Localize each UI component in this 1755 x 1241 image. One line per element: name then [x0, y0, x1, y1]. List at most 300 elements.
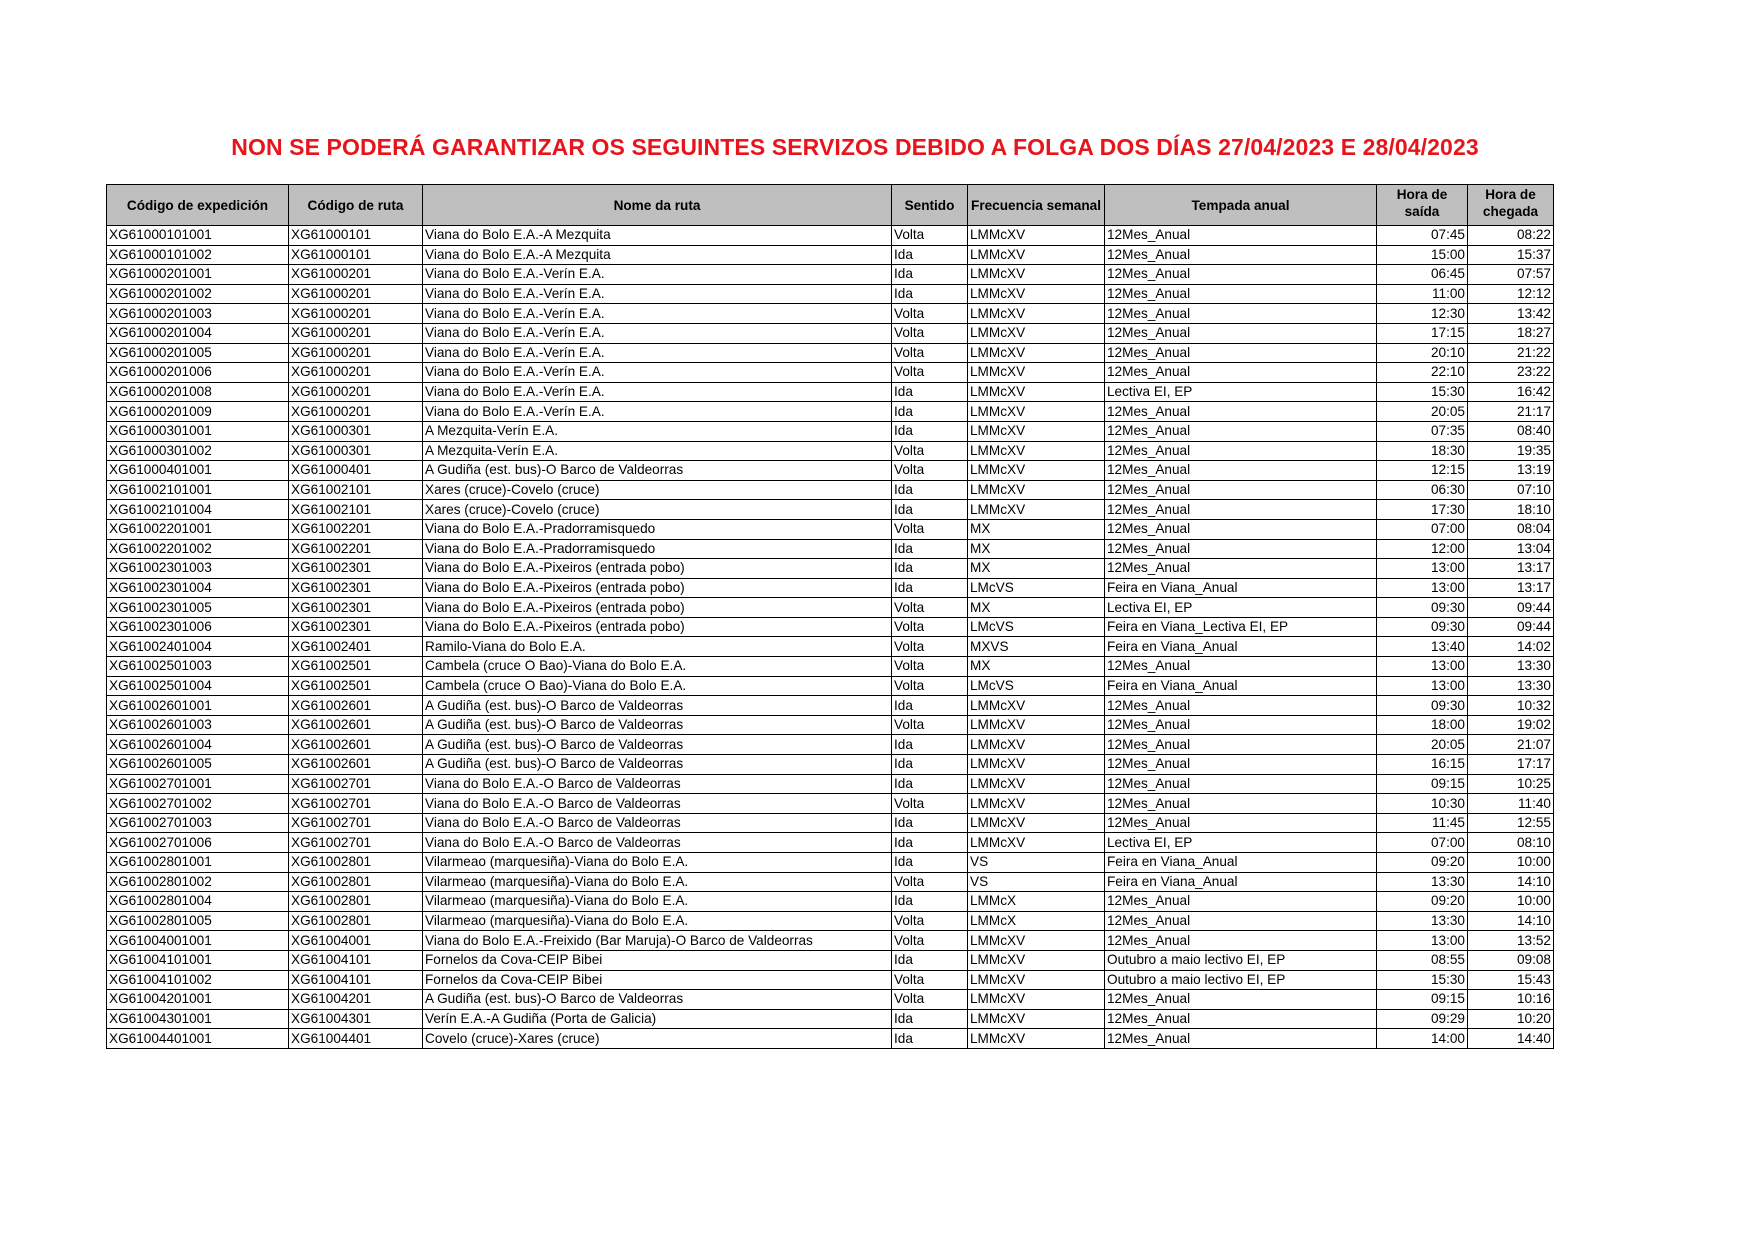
cell-nome-ruta: A Gudiña (est. bus)-O Barco de Valdeorras	[423, 755, 892, 775]
cell-nome-ruta: Viana do Bolo E.A.-A Mezquita	[423, 245, 892, 265]
cell-tempada: 12Mes_Anual	[1105, 304, 1377, 324]
cell-frecuencia: LMMcXV	[968, 755, 1105, 775]
cell-hora-chegada: 08:40	[1468, 421, 1554, 441]
cell-codigo-ruta: XG61002801	[289, 892, 423, 912]
cell-codigo-ruta: XG61002101	[289, 500, 423, 520]
cell-hora-saida: 22:10	[1377, 363, 1468, 383]
cell-tempada: Feira en Viana_Anual	[1105, 853, 1377, 873]
cell-codigo-ruta: XG61002701	[289, 774, 423, 794]
cell-codigo-expedicion: XG61000101001	[107, 226, 289, 246]
cell-hora-chegada: 19:02	[1468, 715, 1554, 735]
header-hora-saida	[1377, 185, 1468, 226]
cell-hora-saida: 07:45	[1377, 226, 1468, 246]
cell-hora-chegada: 21:07	[1468, 735, 1554, 755]
cell-codigo-expedicion: XG61002301006	[107, 617, 289, 637]
cell-codigo-expedicion: XG61000301001	[107, 421, 289, 441]
cell-nome-ruta: A Gudiña (est. bus)-O Barco de Valdeorras	[423, 715, 892, 735]
table-row	[107, 813, 1554, 833]
cell-hora-saida: 09:15	[1377, 774, 1468, 794]
cell-hora-chegada: 10:00	[1468, 853, 1554, 873]
table-row	[107, 931, 1554, 951]
cell-codigo-ruta: XG61000301	[289, 441, 423, 461]
cell-hora-saida: 13:00	[1377, 559, 1468, 579]
cell-hora-chegada: 18:10	[1468, 500, 1554, 520]
cell-hora-chegada: 13:42	[1468, 304, 1554, 324]
cell-sentido: Ida	[892, 284, 968, 304]
cell-sentido: Ida	[892, 265, 968, 285]
cell-sentido: Ida	[892, 559, 968, 579]
cell-hora-chegada: 16:42	[1468, 382, 1554, 402]
cell-frecuencia: LMMcXV	[968, 421, 1105, 441]
cell-tempada: Lectiva EI, EP	[1105, 598, 1377, 618]
cell-frecuencia: LMMcXV	[968, 715, 1105, 735]
cell-tempada: 12Mes_Anual	[1105, 421, 1377, 441]
cell-tempada: 12Mes_Anual	[1105, 284, 1377, 304]
cell-frecuencia: LMMcXV	[968, 833, 1105, 853]
cell-sentido: Volta	[892, 657, 968, 677]
table-row	[107, 696, 1554, 716]
cell-frecuencia: LMMcXV	[968, 245, 1105, 265]
cell-hora-chegada: 19:35	[1468, 441, 1554, 461]
cell-nome-ruta: Vilarmeao (marquesiña)-Viana do Bolo E.A.	[423, 911, 892, 931]
cell-codigo-expedicion: XG61000201009	[107, 402, 289, 422]
cell-codigo-ruta: XG61000101	[289, 245, 423, 265]
cell-tempada: 12Mes_Anual	[1105, 755, 1377, 775]
cell-hora-chegada: 15:37	[1468, 245, 1554, 265]
cell-tempada: 12Mes_Anual	[1105, 245, 1377, 265]
cell-codigo-ruta: XG61002801	[289, 872, 423, 892]
services-table	[106, 184, 1554, 1049]
cell-tempada: Outubro a maio lectivo EI, EP	[1105, 970, 1377, 990]
cell-tempada: 12Mes_Anual	[1105, 813, 1377, 833]
cell-frecuencia: LMcVS	[968, 578, 1105, 598]
cell-nome-ruta: Viana do Bolo E.A.-Pradorramisquedo	[423, 539, 892, 559]
cell-codigo-expedicion: XG61002801004	[107, 892, 289, 912]
cell-nome-ruta: A Gudiña (est. bus)-O Barco de Valdeorras	[423, 461, 892, 481]
cell-sentido: Volta	[892, 911, 968, 931]
cell-sentido: Ida	[892, 892, 968, 912]
cell-hora-chegada: 14:40	[1468, 1029, 1554, 1049]
cell-sentido: Ida	[892, 480, 968, 500]
cell-hora-chegada: 08:04	[1468, 519, 1554, 539]
table-row	[107, 421, 1554, 441]
cell-sentido: Ida	[892, 1029, 968, 1049]
table-row	[107, 402, 1554, 422]
cell-frecuencia: MX	[968, 519, 1105, 539]
cell-hora-saida: 20:10	[1377, 343, 1468, 363]
header-sentido: Sentido	[892, 185, 968, 226]
cell-codigo-expedicion: XG61000201005	[107, 343, 289, 363]
cell-codigo-ruta: XG61000401	[289, 461, 423, 481]
cell-codigo-expedicion: XG61000401001	[107, 461, 289, 481]
cell-nome-ruta: Viana do Bolo E.A.-Verín E.A.	[423, 323, 892, 343]
cell-nome-ruta: Viana do Bolo E.A.-O Barco de Valdeorras	[423, 813, 892, 833]
cell-codigo-ruta: XG61002201	[289, 539, 423, 559]
cell-tempada: 12Mes_Anual	[1105, 911, 1377, 931]
cell-tempada: 12Mes_Anual	[1105, 539, 1377, 559]
cell-codigo-ruta: XG61000201	[289, 363, 423, 383]
cell-codigo-expedicion: XG61000301002	[107, 441, 289, 461]
table-row	[107, 578, 1554, 598]
cell-hora-chegada: 13:17	[1468, 559, 1554, 579]
cell-hora-saida: 17:30	[1377, 500, 1468, 520]
cell-nome-ruta: A Gudiña (est. bus)-O Barco de Valdeorras	[423, 990, 892, 1010]
cell-frecuencia: LMMcXV	[968, 441, 1105, 461]
cell-codigo-ruta: XG61002501	[289, 676, 423, 696]
cell-hora-saida: 20:05	[1377, 735, 1468, 755]
cell-tempada: Lectiva EI, EP	[1105, 382, 1377, 402]
cell-sentido: Ida	[892, 950, 968, 970]
cell-sentido: Ida	[892, 774, 968, 794]
cell-frecuencia: LMMcXV	[968, 284, 1105, 304]
cell-hora-saida: 07:35	[1377, 421, 1468, 441]
cell-sentido: Volta	[892, 461, 968, 481]
cell-frecuencia: LMcVS	[968, 676, 1105, 696]
cell-codigo-expedicion: XG61002601005	[107, 755, 289, 775]
table-row	[107, 774, 1554, 794]
cell-nome-ruta: Xares (cruce)-Covelo (cruce)	[423, 480, 892, 500]
cell-nome-ruta: Viana do Bolo E.A.-Pixeiros (entrada pobo)	[423, 559, 892, 579]
cell-hora-saida: 20:05	[1377, 402, 1468, 422]
cell-sentido: Volta	[892, 304, 968, 324]
table-row	[107, 715, 1554, 735]
cell-codigo-expedicion: XG61002801001	[107, 853, 289, 873]
cell-hora-chegada: 12:12	[1468, 284, 1554, 304]
cell-codigo-ruta: XG61000201	[289, 382, 423, 402]
cell-codigo-ruta: XG61002801	[289, 853, 423, 873]
cell-hora-chegada: 11:40	[1468, 794, 1554, 814]
cell-codigo-expedicion: XG61004001001	[107, 931, 289, 951]
cell-hora-chegada: 17:17	[1468, 755, 1554, 775]
cell-tempada: 12Mes_Anual	[1105, 441, 1377, 461]
cell-codigo-expedicion: XG61002101001	[107, 480, 289, 500]
cell-codigo-ruta: XG61002601	[289, 696, 423, 716]
cell-frecuencia: LMMcXV	[968, 382, 1105, 402]
cell-codigo-ruta: XG61000101	[289, 226, 423, 246]
cell-nome-ruta: Xares (cruce)-Covelo (cruce)	[423, 500, 892, 520]
cell-sentido: Volta	[892, 441, 968, 461]
cell-hora-saida: 09:20	[1377, 853, 1468, 873]
table-body	[107, 226, 1554, 1049]
cell-tempada: 12Mes_Anual	[1105, 931, 1377, 951]
cell-sentido: Ida	[892, 833, 968, 853]
cell-codigo-ruta: XG61002301	[289, 578, 423, 598]
cell-codigo-expedicion: XG61002701006	[107, 833, 289, 853]
cell-sentido: Volta	[892, 519, 968, 539]
cell-sentido: Volta	[892, 617, 968, 637]
cell-tempada: 12Mes_Anual	[1105, 519, 1377, 539]
table-row	[107, 265, 1554, 285]
cell-tempada: 12Mes_Anual	[1105, 226, 1377, 246]
cell-hora-chegada: 18:27	[1468, 323, 1554, 343]
cell-codigo-ruta: XG61000201	[289, 304, 423, 324]
cell-frecuencia: VS	[968, 872, 1105, 892]
cell-frecuencia: LMMcXV	[968, 323, 1105, 343]
cell-nome-ruta: Cambela (cruce O Bao)-Viana do Bolo E.A.	[423, 676, 892, 696]
cell-frecuencia: LMMcXV	[968, 343, 1105, 363]
cell-frecuencia: LMMcXV	[968, 794, 1105, 814]
cell-nome-ruta: Cambela (cruce O Bao)-Viana do Bolo E.A.	[423, 657, 892, 677]
table-row	[107, 598, 1554, 618]
cell-sentido: Ida	[892, 853, 968, 873]
cell-codigo-ruta: XG61002601	[289, 715, 423, 735]
cell-tempada: 12Mes_Anual	[1105, 265, 1377, 285]
cell-frecuencia: LMMcX	[968, 892, 1105, 912]
cell-codigo-ruta: XG61002501	[289, 657, 423, 677]
cell-tempada: Feira en Viana_Anual	[1105, 872, 1377, 892]
cell-codigo-ruta: XG61004301	[289, 1009, 423, 1029]
cell-hora-chegada: 13:19	[1468, 461, 1554, 481]
cell-hora-chegada: 15:43	[1468, 970, 1554, 990]
table-row	[107, 1009, 1554, 1029]
cell-codigo-ruta: XG61000201	[289, 284, 423, 304]
table-row	[107, 833, 1554, 853]
table-row	[107, 755, 1554, 775]
cell-hora-saida: 08:55	[1377, 950, 1468, 970]
cell-hora-saida: 13:40	[1377, 637, 1468, 657]
cell-hora-saida: 15:30	[1377, 970, 1468, 990]
table-row	[107, 990, 1554, 1010]
cell-frecuencia: LMMcX	[968, 911, 1105, 931]
cell-tempada: Feira en Viana_Anual	[1105, 637, 1377, 657]
cell-codigo-expedicion: XG61002501004	[107, 676, 289, 696]
cell-codigo-ruta: XG61002701	[289, 794, 423, 814]
cell-nome-ruta: Viana do Bolo E.A.-Verín E.A.	[423, 363, 892, 383]
cell-codigo-ruta: XG61002701	[289, 833, 423, 853]
cell-sentido: Ida	[892, 539, 968, 559]
cell-nome-ruta: Viana do Bolo E.A.-Freixido (Bar Maruja)-O Barco de Valdeorras	[423, 931, 892, 951]
cell-codigo-ruta: XG61000201	[289, 265, 423, 285]
cell-tempada: 12Mes_Anual	[1105, 1029, 1377, 1049]
cell-hora-saida: 15:30	[1377, 382, 1468, 402]
cell-hora-saida: 07:00	[1377, 519, 1468, 539]
cell-frecuencia: LMMcXV	[968, 931, 1105, 951]
cell-codigo-ruta: XG61002601	[289, 735, 423, 755]
header-codigo-ruta: Código de ruta	[289, 185, 423, 226]
cell-codigo-ruta: XG61000201	[289, 343, 423, 363]
cell-codigo-ruta: XG61004001	[289, 931, 423, 951]
cell-nome-ruta: Viana do Bolo E.A.-Verín E.A.	[423, 265, 892, 285]
cell-hora-saida: 09:20	[1377, 892, 1468, 912]
cell-codigo-expedicion: XG61002501003	[107, 657, 289, 677]
cell-nome-ruta: Viana do Bolo E.A.-Verín E.A.	[423, 284, 892, 304]
cell-hora-chegada: 09:44	[1468, 598, 1554, 618]
cell-codigo-ruta: XG61004101	[289, 970, 423, 990]
cell-hora-chegada: 10:16	[1468, 990, 1554, 1010]
table-row	[107, 676, 1554, 696]
cell-hora-chegada: 21:17	[1468, 402, 1554, 422]
cell-hora-saida: 11:45	[1377, 813, 1468, 833]
table-row	[107, 382, 1554, 402]
table-row	[107, 559, 1554, 579]
cell-codigo-expedicion: XG61002601004	[107, 735, 289, 755]
table-row	[107, 637, 1554, 657]
cell-codigo-expedicion: XG61002701003	[107, 813, 289, 833]
cell-nome-ruta: Viana do Bolo E.A.-O Barco de Valdeorras	[423, 794, 892, 814]
cell-codigo-expedicion: XG61004101002	[107, 970, 289, 990]
cell-sentido: Volta	[892, 637, 968, 657]
cell-codigo-ruta: XG61002701	[289, 813, 423, 833]
cell-codigo-ruta: XG61000201	[289, 402, 423, 422]
cell-hora-saida: 16:15	[1377, 755, 1468, 775]
table-row	[107, 892, 1554, 912]
cell-nome-ruta: A Mezquita-Verín E.A.	[423, 421, 892, 441]
cell-nome-ruta: A Gudiña (est. bus)-O Barco de Valdeorras	[423, 735, 892, 755]
cell-nome-ruta: Viana do Bolo E.A.-O Barco de Valdeorras	[423, 833, 892, 853]
header-frecuencia: Frecuencia semanal	[968, 185, 1105, 226]
cell-hora-saida: 09:29	[1377, 1009, 1468, 1029]
cell-nome-ruta: A Mezquita-Verín E.A.	[423, 441, 892, 461]
cell-hora-chegada: 09:44	[1468, 617, 1554, 637]
cell-nome-ruta: Vilarmeao (marquesiña)-Viana do Bolo E.A.	[423, 853, 892, 873]
cell-codigo-ruta: XG61004201	[289, 990, 423, 1010]
cell-frecuencia: MX	[968, 598, 1105, 618]
cell-tempada: 12Mes_Anual	[1105, 794, 1377, 814]
cell-hora-saida: 11:00	[1377, 284, 1468, 304]
table-row	[107, 323, 1554, 343]
cell-nome-ruta: Viana do Bolo E.A.-Pradorramisquedo	[423, 519, 892, 539]
cell-hora-saida: 09:30	[1377, 598, 1468, 618]
cell-hora-chegada: 13:04	[1468, 539, 1554, 559]
cell-hora-saida: 13:30	[1377, 872, 1468, 892]
cell-codigo-expedicion: XG61002301004	[107, 578, 289, 598]
cell-hora-chegada: 08:10	[1468, 833, 1554, 853]
table-row	[107, 245, 1554, 265]
cell-hora-chegada: 09:08	[1468, 950, 1554, 970]
document-title: NON SE PODERÁ GARANTIZAR OS SEGUINTES SERVIZOS DEBIDO A FOLGA DOS DÍAS 27/04/2023 E 28/04/2023	[231, 134, 1479, 160]
header-codigo-expedicion: Código de expedición	[107, 185, 289, 226]
cell-tempada: 12Mes_Anual	[1105, 696, 1377, 716]
cell-codigo-expedicion: XG61004401001	[107, 1029, 289, 1049]
table-row	[107, 461, 1554, 481]
cell-tempada: 12Mes_Anual	[1105, 559, 1377, 579]
cell-sentido: Volta	[892, 970, 968, 990]
cell-frecuencia: LMMcXV	[968, 774, 1105, 794]
cell-hora-chegada: 10:00	[1468, 892, 1554, 912]
cell-hora-saida: 17:15	[1377, 323, 1468, 343]
cell-codigo-expedicion: XG61000101002	[107, 245, 289, 265]
table-row	[107, 794, 1554, 814]
cell-nome-ruta: Viana do Bolo E.A.-Verín E.A.	[423, 343, 892, 363]
cell-hora-saida: 12:30	[1377, 304, 1468, 324]
cell-nome-ruta: Viana do Bolo E.A.-Verín E.A.	[423, 304, 892, 324]
cell-frecuencia: LMMcXV	[968, 480, 1105, 500]
cell-tempada: 12Mes_Anual	[1105, 343, 1377, 363]
cell-hora-saida: 18:00	[1377, 715, 1468, 735]
cell-codigo-expedicion: XG61002201001	[107, 519, 289, 539]
cell-nome-ruta: Vilarmeao (marquesiña)-Viana do Bolo E.A.	[423, 872, 892, 892]
cell-tempada: Feira en Viana_Anual	[1105, 578, 1377, 598]
cell-nome-ruta: Viana do Bolo E.A.-Pixeiros (entrada pobo)	[423, 617, 892, 637]
cell-codigo-expedicion: XG61004201001	[107, 990, 289, 1010]
cell-codigo-expedicion: XG61002601003	[107, 715, 289, 735]
cell-hora-chegada: 14:10	[1468, 872, 1554, 892]
cell-hora-saida: 09:30	[1377, 617, 1468, 637]
table-row	[107, 735, 1554, 755]
cell-nome-ruta: Covelo (cruce)-Xares (cruce)	[423, 1029, 892, 1049]
cell-hora-saida: 15:00	[1377, 245, 1468, 265]
cell-nome-ruta: Viana do Bolo E.A.-Verín E.A.	[423, 382, 892, 402]
cell-codigo-expedicion: XG61002601001	[107, 696, 289, 716]
cell-tempada: 12Mes_Anual	[1105, 774, 1377, 794]
cell-codigo-ruta: XG61002301	[289, 617, 423, 637]
cell-codigo-expedicion: XG61002101004	[107, 500, 289, 520]
cell-hora-saida: 13:00	[1377, 676, 1468, 696]
cell-codigo-ruta: XG61002301	[289, 598, 423, 618]
cell-tempada: Outubro a maio lectivo EI, EP	[1105, 950, 1377, 970]
cell-codigo-expedicion: XG61002801005	[107, 911, 289, 931]
table-row	[107, 872, 1554, 892]
cell-frecuencia: LMMcXV	[968, 990, 1105, 1010]
cell-hora-chegada: 07:57	[1468, 265, 1554, 285]
cell-nome-ruta: Viana do Bolo E.A.-Pixeiros (entrada pobo)	[423, 598, 892, 618]
cell-sentido: Volta	[892, 931, 968, 951]
cell-codigo-expedicion: XG61002801002	[107, 872, 289, 892]
cell-hora-saida: 06:30	[1377, 480, 1468, 500]
cell-tempada: 12Mes_Anual	[1105, 363, 1377, 383]
cell-codigo-ruta: XG61002601	[289, 755, 423, 775]
cell-codigo-expedicion: XG61002301003	[107, 559, 289, 579]
header-row	[107, 185, 1554, 226]
header-hora-saida-line1: Hora de	[1396, 187, 1448, 202]
cell-sentido: Ida	[892, 755, 968, 775]
table-row	[107, 853, 1554, 873]
cell-sentido: Ida	[892, 813, 968, 833]
cell-hora-saida: 13:00	[1377, 657, 1468, 677]
cell-sentido: Ida	[892, 1009, 968, 1029]
cell-hora-saida: 13:00	[1377, 578, 1468, 598]
cell-tempada: 12Mes_Anual	[1105, 735, 1377, 755]
cell-nome-ruta: Fornelos da Cova-CEIP Bibei	[423, 970, 892, 990]
table-row	[107, 363, 1554, 383]
cell-hora-chegada: 12:55	[1468, 813, 1554, 833]
cell-hora-chegada: 23:22	[1468, 363, 1554, 383]
table-row	[107, 519, 1554, 539]
cell-frecuencia: LMcVS	[968, 617, 1105, 637]
table-row	[107, 911, 1554, 931]
table-row	[107, 441, 1554, 461]
header-hora-saida-line2: saída	[1404, 204, 1440, 219]
table-row	[107, 950, 1554, 970]
cell-tempada: 12Mes_Anual	[1105, 402, 1377, 422]
cell-codigo-ruta: XG61000301	[289, 421, 423, 441]
cell-hora-saida: 12:15	[1377, 461, 1468, 481]
cell-sentido: Ida	[892, 500, 968, 520]
cell-sentido: Volta	[892, 990, 968, 1010]
cell-nome-ruta: Vilarmeao (marquesiña)-Viana do Bolo E.A.	[423, 892, 892, 912]
cell-frecuencia: LMMcXV	[968, 226, 1105, 246]
cell-codigo-ruta: XG61004101	[289, 950, 423, 970]
table-row	[107, 500, 1554, 520]
table-row	[107, 1029, 1554, 1049]
cell-hora-chegada: 21:22	[1468, 343, 1554, 363]
cell-codigo-expedicion: XG61004101001	[107, 950, 289, 970]
cell-codigo-expedicion: XG61002701001	[107, 774, 289, 794]
cell-hora-chegada: 13:52	[1468, 931, 1554, 951]
cell-codigo-expedicion: XG61004301001	[107, 1009, 289, 1029]
cell-sentido: Volta	[892, 343, 968, 363]
table-row	[107, 343, 1554, 363]
cell-frecuencia: MXVS	[968, 637, 1105, 657]
cell-sentido: Volta	[892, 715, 968, 735]
cell-codigo-ruta: XG61000201	[289, 323, 423, 343]
cell-tempada: 12Mes_Anual	[1105, 480, 1377, 500]
table-row	[107, 226, 1554, 246]
cell-sentido: Volta	[892, 226, 968, 246]
cell-frecuencia: MX	[968, 657, 1105, 677]
cell-codigo-expedicion: XG61000201006	[107, 363, 289, 383]
cell-frecuencia: LMMcXV	[968, 696, 1105, 716]
